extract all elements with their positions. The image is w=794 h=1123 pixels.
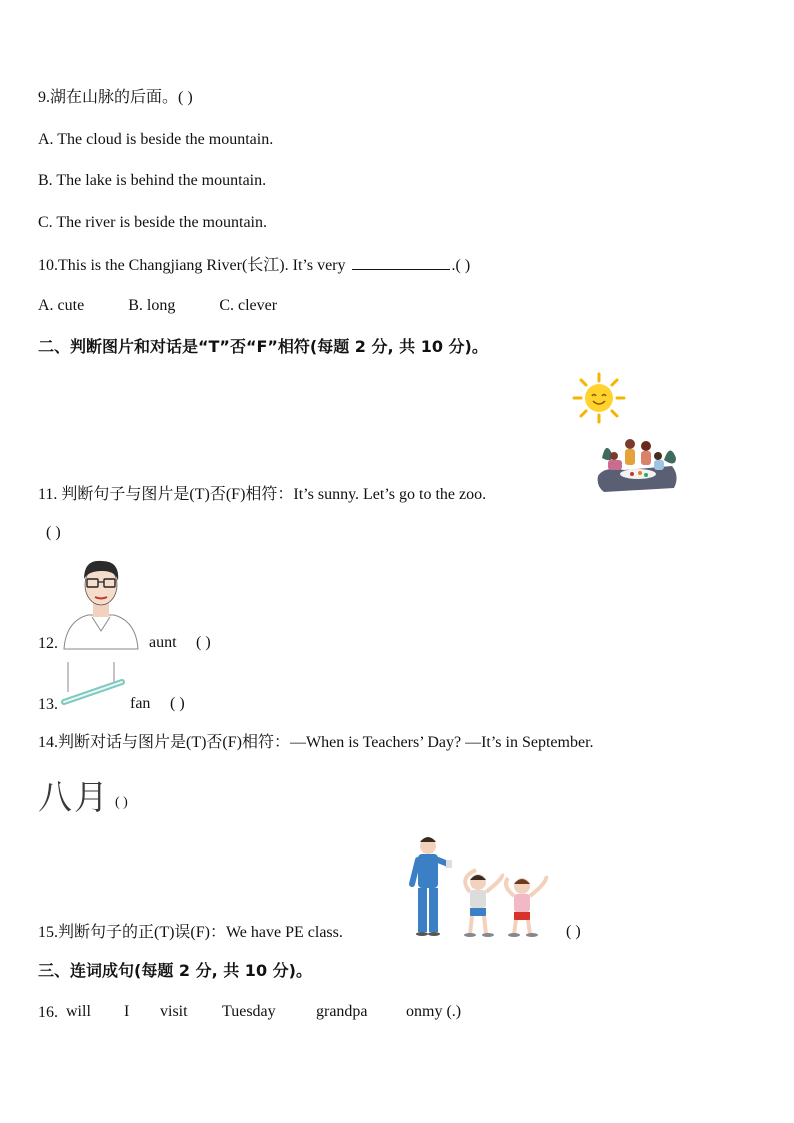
q10-option-b[interactable]: B. long: [128, 297, 176, 314]
q12-number: 12.: [38, 635, 58, 652]
man-picture: [62, 555, 140, 650]
q16-word-4: Tuesday: [222, 1003, 276, 1020]
section-3-title: 三、连词成句(每题 2 分, 共 10 分)。: [38, 961, 312, 980]
picnic-picture: [594, 436, 680, 496]
q13-number: 13.: [38, 696, 58, 713]
q14-picture-text: 八月: [38, 778, 110, 818]
q10-answer-blank[interactable]: [352, 255, 450, 270]
q14-answer-paren[interactable]: ( ): [115, 795, 128, 810]
sun-icon: [571, 372, 627, 424]
q10-options: [38, 296, 321, 316]
q15-stem: 15.判断句子的正(T)误(F)：We have PE class.: [38, 924, 343, 941]
q12-word: aunt: [149, 634, 177, 651]
pe-class-picture: [408, 834, 552, 940]
q11-stem: 11. 判断句子与图片是(T)否(F)相符：It’s sunny. Let’s go to the zoo.: [38, 486, 487, 503]
q10-stem-text: 10.This is the Changjiang River(长江). It’s very: [38, 257, 350, 274]
q13-word: fan: [130, 695, 151, 712]
q9-stem: 9.湖在山脉的后面。( ): [38, 89, 193, 106]
q9-option-a[interactable]: A. The cloud is beside the mountain.: [38, 131, 274, 148]
section-2-title: 二、判断图片和对话是“T”否“F”相符(每题 2 分, 共 10 分)。: [38, 337, 488, 356]
q10-stem: [38, 255, 470, 276]
q16-number: 16.: [38, 1004, 58, 1021]
q10-option-c[interactable]: C. clever: [219, 297, 278, 314]
q14-stem: 14.判断对话与图片是(T)否(F)相符：—When is Teachers’ Day? —It’s in September.: [38, 734, 594, 751]
q9-option-c[interactable]: C. The river is beside the mountain.: [38, 214, 267, 231]
q16-word-1: will: [66, 1003, 91, 1020]
q10-stem-paren[interactable]: .( ): [451, 257, 471, 274]
q16-word-5: grandpa: [316, 1003, 368, 1020]
q11-answer-paren[interactable]: ( ): [46, 524, 61, 541]
q13-answer-paren[interactable]: ( ): [170, 695, 185, 712]
q10-option-a[interactable]: A. cute: [38, 297, 85, 314]
q16-word-3: visit: [160, 1003, 188, 1020]
q15-answer-paren[interactable]: ( ): [566, 923, 581, 940]
q9-option-b[interactable]: B. The lake is behind the mountain.: [38, 172, 267, 189]
q16-word-2: I: [124, 1003, 130, 1020]
q12-answer-paren[interactable]: ( ): [196, 634, 211, 651]
q16-word-6: onmy (.): [406, 1003, 462, 1020]
tube-light-picture: [60, 660, 126, 706]
